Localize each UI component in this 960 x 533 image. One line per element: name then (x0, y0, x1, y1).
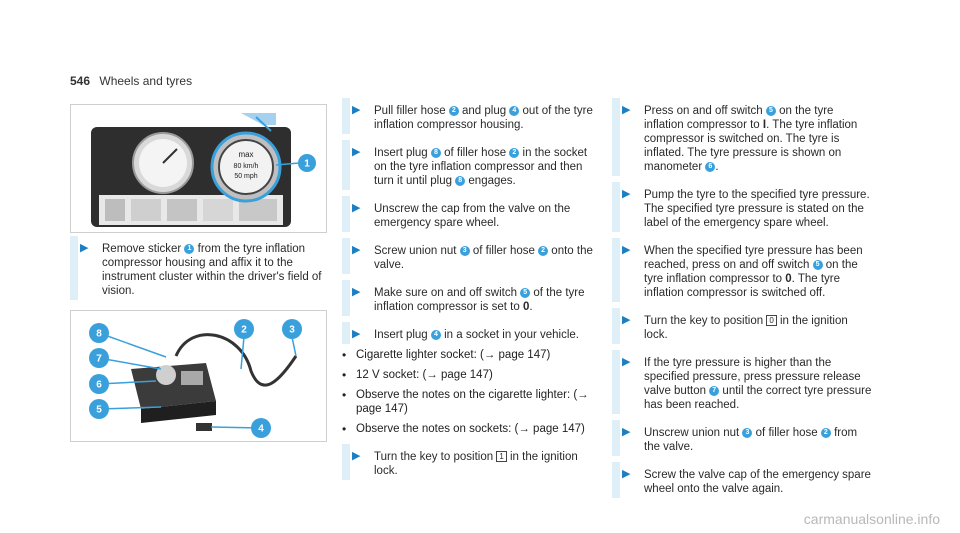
list-item: • Observe the notes on the cigarette lighter: (→ page 147) (342, 388, 589, 415)
column-2 (342, 104, 597, 492)
step-arrow-icon: ▶ (622, 426, 631, 438)
step-check-switch (342, 286, 597, 314)
list-item: • Observe the notes on sockets: (→ page 147) (342, 422, 585, 436)
switch-position: 0 (522, 301, 530, 313)
callout-8: 8 (96, 328, 102, 340)
callout-ref: 2 (449, 106, 459, 116)
step-text: Screw the valve cap of the emergency spare wheel onto the valve again. (644, 469, 871, 495)
link-text[interactable]: 12 V socket: (→ page 147) (356, 369, 493, 381)
callout-ref: 1 (184, 244, 194, 254)
callout-3: 3 (289, 324, 295, 336)
step-text: of the tyre inflation compressor is set to (374, 287, 585, 313)
step-remove-sticker (70, 242, 325, 298)
callout-4: 4 (258, 423, 264, 435)
link-text[interactable]: Observe the notes on the cigarette lighter: (→ page 147) (356, 389, 589, 415)
step-text: Turn the key to position (644, 315, 764, 327)
step-arrow-icon: ▶ (352, 146, 361, 158)
step-text: of filler hose (472, 245, 535, 257)
step-text: . (529, 301, 533, 313)
step-text: Remove sticker (102, 243, 182, 255)
step-text: Press on and off switch (644, 105, 763, 117)
callout-ref: 2 (538, 246, 548, 256)
step-text: Pull filler hose (374, 105, 446, 117)
step-text: in the ignition lock. (374, 451, 578, 477)
step-pressure-reached (612, 244, 874, 300)
callout-ref: 8 (455, 176, 465, 186)
callout-2: 2 (241, 324, 247, 336)
step-arrow-icon: ▶ (352, 450, 361, 462)
step-text: Pump the tyre to the specified tyre pressure. The specified tyre pressure is stated on the label of the emergency spare wheel. (644, 189, 870, 229)
step-text: . The tyre inflation compressor is switched off. (644, 273, 841, 299)
step-arrow-icon: ▶ (352, 328, 361, 340)
step-text: in the ignition lock. (644, 315, 848, 341)
callout-ref: 4 (431, 330, 441, 340)
step-text: Unscrew union nut (644, 427, 740, 439)
callout-5: 5 (96, 404, 102, 416)
page-header (70, 74, 192, 88)
callout-ref: 5 (520, 288, 530, 298)
step-text: on the tyre inflation compressor to (644, 105, 834, 131)
key-position-symbol: 0 (766, 315, 776, 326)
step-text: and plug (462, 105, 507, 117)
callout-ref: 5 (813, 260, 823, 270)
compressor-kit-illustration (71, 311, 326, 441)
step-text: Make sure on and off switch (374, 287, 517, 299)
step-arrow-icon: ▶ (352, 286, 361, 298)
column-1 (70, 242, 325, 312)
step-arrow-icon: ▶ (622, 104, 631, 116)
step-unscrew-union-nut (612, 426, 874, 454)
callout-ref: 2 (821, 428, 831, 438)
step-insert-plug (342, 146, 597, 188)
key-position-symbol: 1 (496, 451, 506, 462)
step-arrow-icon: ▶ (622, 356, 631, 368)
link-text[interactable]: Cigarette lighter socket: (→ page 147) (356, 349, 551, 361)
step-text: Insert plug (374, 329, 428, 341)
step-pull-hose (342, 104, 597, 132)
callout-ref: 2 (509, 148, 519, 158)
gauge-label-kmh: 80 km/h (233, 163, 259, 170)
gauge-label-max: max (238, 150, 254, 159)
step-text: in the socket on the tyre inflation compressor and then turn it until plug (374, 147, 588, 187)
step-text: in a socket in your vehicle. (444, 329, 579, 341)
step-text: from the valve. (644, 427, 858, 453)
step-text: If the tyre pressure is higher than the specified pressure, press pressure release valve button (644, 357, 861, 397)
step-text: until the correct tyre pressure has been reached. (644, 385, 872, 411)
figure-compressor-kit (70, 310, 327, 442)
step-text: engages. (468, 175, 516, 187)
step-text: Turn the key to position (374, 451, 494, 463)
step-text: onto the valve. (374, 245, 593, 271)
column-3 (612, 104, 874, 510)
step-arrow-icon: ▶ (352, 202, 361, 214)
switch-position: I (762, 119, 767, 131)
step-text: Screw union nut (374, 245, 457, 257)
step-text: out of the tyre inflation compressor housing. (374, 105, 593, 131)
callout-ref: 4 (509, 106, 519, 116)
step-pump-tyre (612, 188, 874, 230)
step-release-pressure (612, 356, 874, 412)
step-text: Unscrew the cap from the valve on the emergency spare wheel. (374, 203, 571, 229)
step-arrow-icon: ▶ (622, 244, 631, 256)
step-arrow-icon: ▶ (622, 314, 631, 326)
section-title: Wheels and tyres (99, 74, 193, 88)
callout-ref: 8 (431, 148, 441, 158)
step-text: of filler hose (755, 427, 818, 439)
list-item: • Cigarette lighter socket: (→ page 147) (342, 348, 551, 362)
callout-ref: 7 (709, 386, 719, 396)
callout-ref: 5 (766, 106, 776, 116)
step-arrow-icon: ▶ (352, 104, 361, 116)
callout-1: 1 (304, 158, 310, 170)
watermark: carmanualsonline.info (803, 511, 940, 527)
step-text: Insert plug (374, 147, 428, 159)
callout-ref: 3 (742, 428, 752, 438)
step-text: of filler hose (444, 147, 507, 159)
step-text: . (715, 161, 719, 173)
step-screw-valve-cap (612, 468, 874, 496)
step-unscrew-cap (342, 202, 597, 230)
switch-position: 0 (785, 273, 792, 285)
callout-ref: 3 (460, 246, 470, 256)
step-text: on the tyre inflation compressor to (644, 259, 858, 285)
step-arrow-icon: ▶ (352, 244, 361, 256)
list-item: • 12 V socket: (→ page 147) (342, 368, 493, 382)
step-insert-plug-socket (342, 328, 597, 342)
step-press-switch-on (612, 104, 874, 174)
figure-compressor-sticker (70, 104, 327, 233)
callout-6: 6 (96, 379, 102, 391)
step-turn-key-off (612, 314, 874, 342)
step-text: from the tyre inflation compressor housing and affix it to the instrument cluster within the driver's field of vision. (102, 243, 322, 297)
step-arrow-icon: ▶ (80, 242, 89, 254)
step-turn-key (342, 450, 597, 478)
compressor-sticker-illustration (71, 105, 326, 232)
gauge-label-mph: 50 mph (234, 173, 258, 180)
callout-7: 7 (96, 353, 102, 365)
step-arrow-icon: ▶ (622, 468, 631, 480)
step-screw-union-nut (342, 244, 597, 272)
step-text: When the specified tyre pressure has been reached, press on and off switch (644, 245, 863, 271)
step-text: . The tyre inflation compressor is switched on. The tyre is inflated. The tyre pressure is shown on manometer (644, 119, 858, 173)
link-text[interactable]: Observe the notes on sockets: (→ page 147) (356, 423, 585, 435)
page-number: 546 (70, 74, 91, 88)
step-arrow-icon: ▶ (622, 188, 631, 200)
callout-ref: 6 (705, 162, 715, 172)
